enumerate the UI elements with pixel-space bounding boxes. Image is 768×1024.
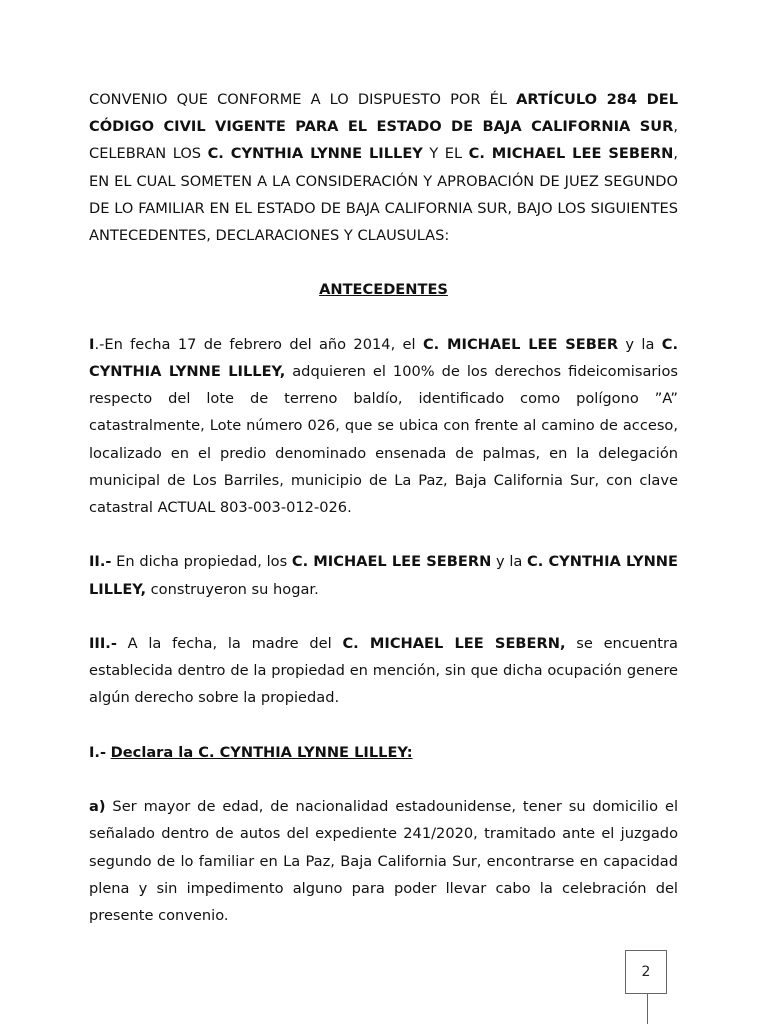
antecedente-2-text-3: construyeron su hogar. <box>146 580 319 598</box>
declaracion-a-letter: a) <box>89 798 106 816</box>
antecedente-3-text-1: A la fecha, la madre del <box>116 635 343 652</box>
antecedente-3-text-2: se encuentra establecida dentro de la propiedad en mención, sin que dicha ocupación genere algún derecho sobre la propiedad. <box>89 635 678 707</box>
antecedente-2-party-cynthia: C. CYNTHIA LYNNE LILLEY, <box>89 553 678 598</box>
intro-text-2: , CELEBRAN LOS <box>89 118 678 163</box>
antecedente-2-number: II.- <box>89 553 112 571</box>
intro-party-cynthia: C. CYNTHIA LYNNE LILLEY <box>207 145 423 163</box>
spacer <box>89 304 678 331</box>
page-number-line <box>647 994 648 1024</box>
declaracion-heading-number: I.- <box>89 743 107 761</box>
antecedente-1-text-3: adquieren el 100% de los derechos fideicomisarios respecto del lote de terreno baldío, identificado como polígono ”A” catastralmente, Lote número 026, que se ubica con frente al camino de acceso, localizado en el predio denominado ensenada de palmas, en la delegación municipal de Los Barriles, municipio de La Paz, Baja California Sur, con clave catastral ACTUAL 803-003-012-026. <box>89 363 678 517</box>
antecedente-3-party-michael: C. MICHAEL LEE SEBERN, <box>342 635 566 652</box>
antecedente-1-party-michael: C. MICHAEL LEE SEBER <box>422 335 619 353</box>
spacer <box>89 249 678 276</box>
intro-text-3: Y EL <box>422 145 469 163</box>
intro-paragraph <box>89 86 678 249</box>
intro-text-4: , EN EL CUAL SOMETEN A LA CONSIDERACIÓN Y APROBACIÓN DE JUEZ SEGUNDO DE LO FAMILIAR EN EL ESTADO DE BAJA CALIFORNIA SUR, BAJO LOS SIGUIENTES ANTECEDENTES, DECLARACIONES Y CLAUSULAS: <box>89 145 679 245</box>
document-body <box>89 86 678 929</box>
antecedente-2-party-michael: C. MICHAEL LEE SEBERN <box>291 553 492 571</box>
intro-party-michael: C. MICHAEL LEE SEBERN <box>468 145 674 163</box>
declaracion-a-paragraph <box>89 793 678 929</box>
antecedente-2-text-2: y la <box>491 553 528 571</box>
page-number-box <box>625 950 667 994</box>
antecedente-1-text-1: .-En fecha 17 de febrero del año 2014, el <box>94 335 423 353</box>
declaracion-heading <box>89 739 678 766</box>
page-number: 2 <box>641 964 651 980</box>
intro-text-1: CONVENIO QUE CONFORME A LO DISPUESTO POR ÉL <box>89 91 517 108</box>
declaracion-a-text: Ser mayor de edad, de nacionalidad estadounidense, tener su domicilio el señalado dentro de autos del expediente 241/2020, tramitado ante el juzgado segundo de lo familiar en La Paz, Baja California Sur, encontrarse en capacidad plena y sin impedimento alguno para poder llevar cabo la celebración del presente convenio. <box>89 798 678 924</box>
antecedente-3-number: III.- <box>89 635 117 652</box>
antecedente-2-paragraph <box>89 548 678 602</box>
declaracion-heading-title: Declara la C. CYNTHIA LYNNE LILLEY: <box>110 743 413 761</box>
spacer <box>89 712 678 739</box>
intro-article-reference: ARTÍCULO 284 DEL CÓDIGO CIVIL VIGENTE PARA EL ESTADO DE BAJA CALIFORNIA SUR <box>89 91 678 136</box>
antecedente-2-text-1: En dicha propiedad, los <box>111 553 292 571</box>
section-heading-antecedentes: ANTECEDENTES <box>319 281 448 299</box>
spacer <box>89 766 678 793</box>
antecedente-1-number: I <box>89 335 95 353</box>
antecedente-1-party-cynthia: C. CYNTHIA LYNNE LILLEY, <box>89 335 678 380</box>
spacer <box>89 603 678 630</box>
antecedente-1-paragraph <box>89 331 678 521</box>
antecedente-1-text-2: y la <box>618 335 662 353</box>
spacer <box>89 521 678 548</box>
antecedente-3-paragraph <box>89 630 678 712</box>
